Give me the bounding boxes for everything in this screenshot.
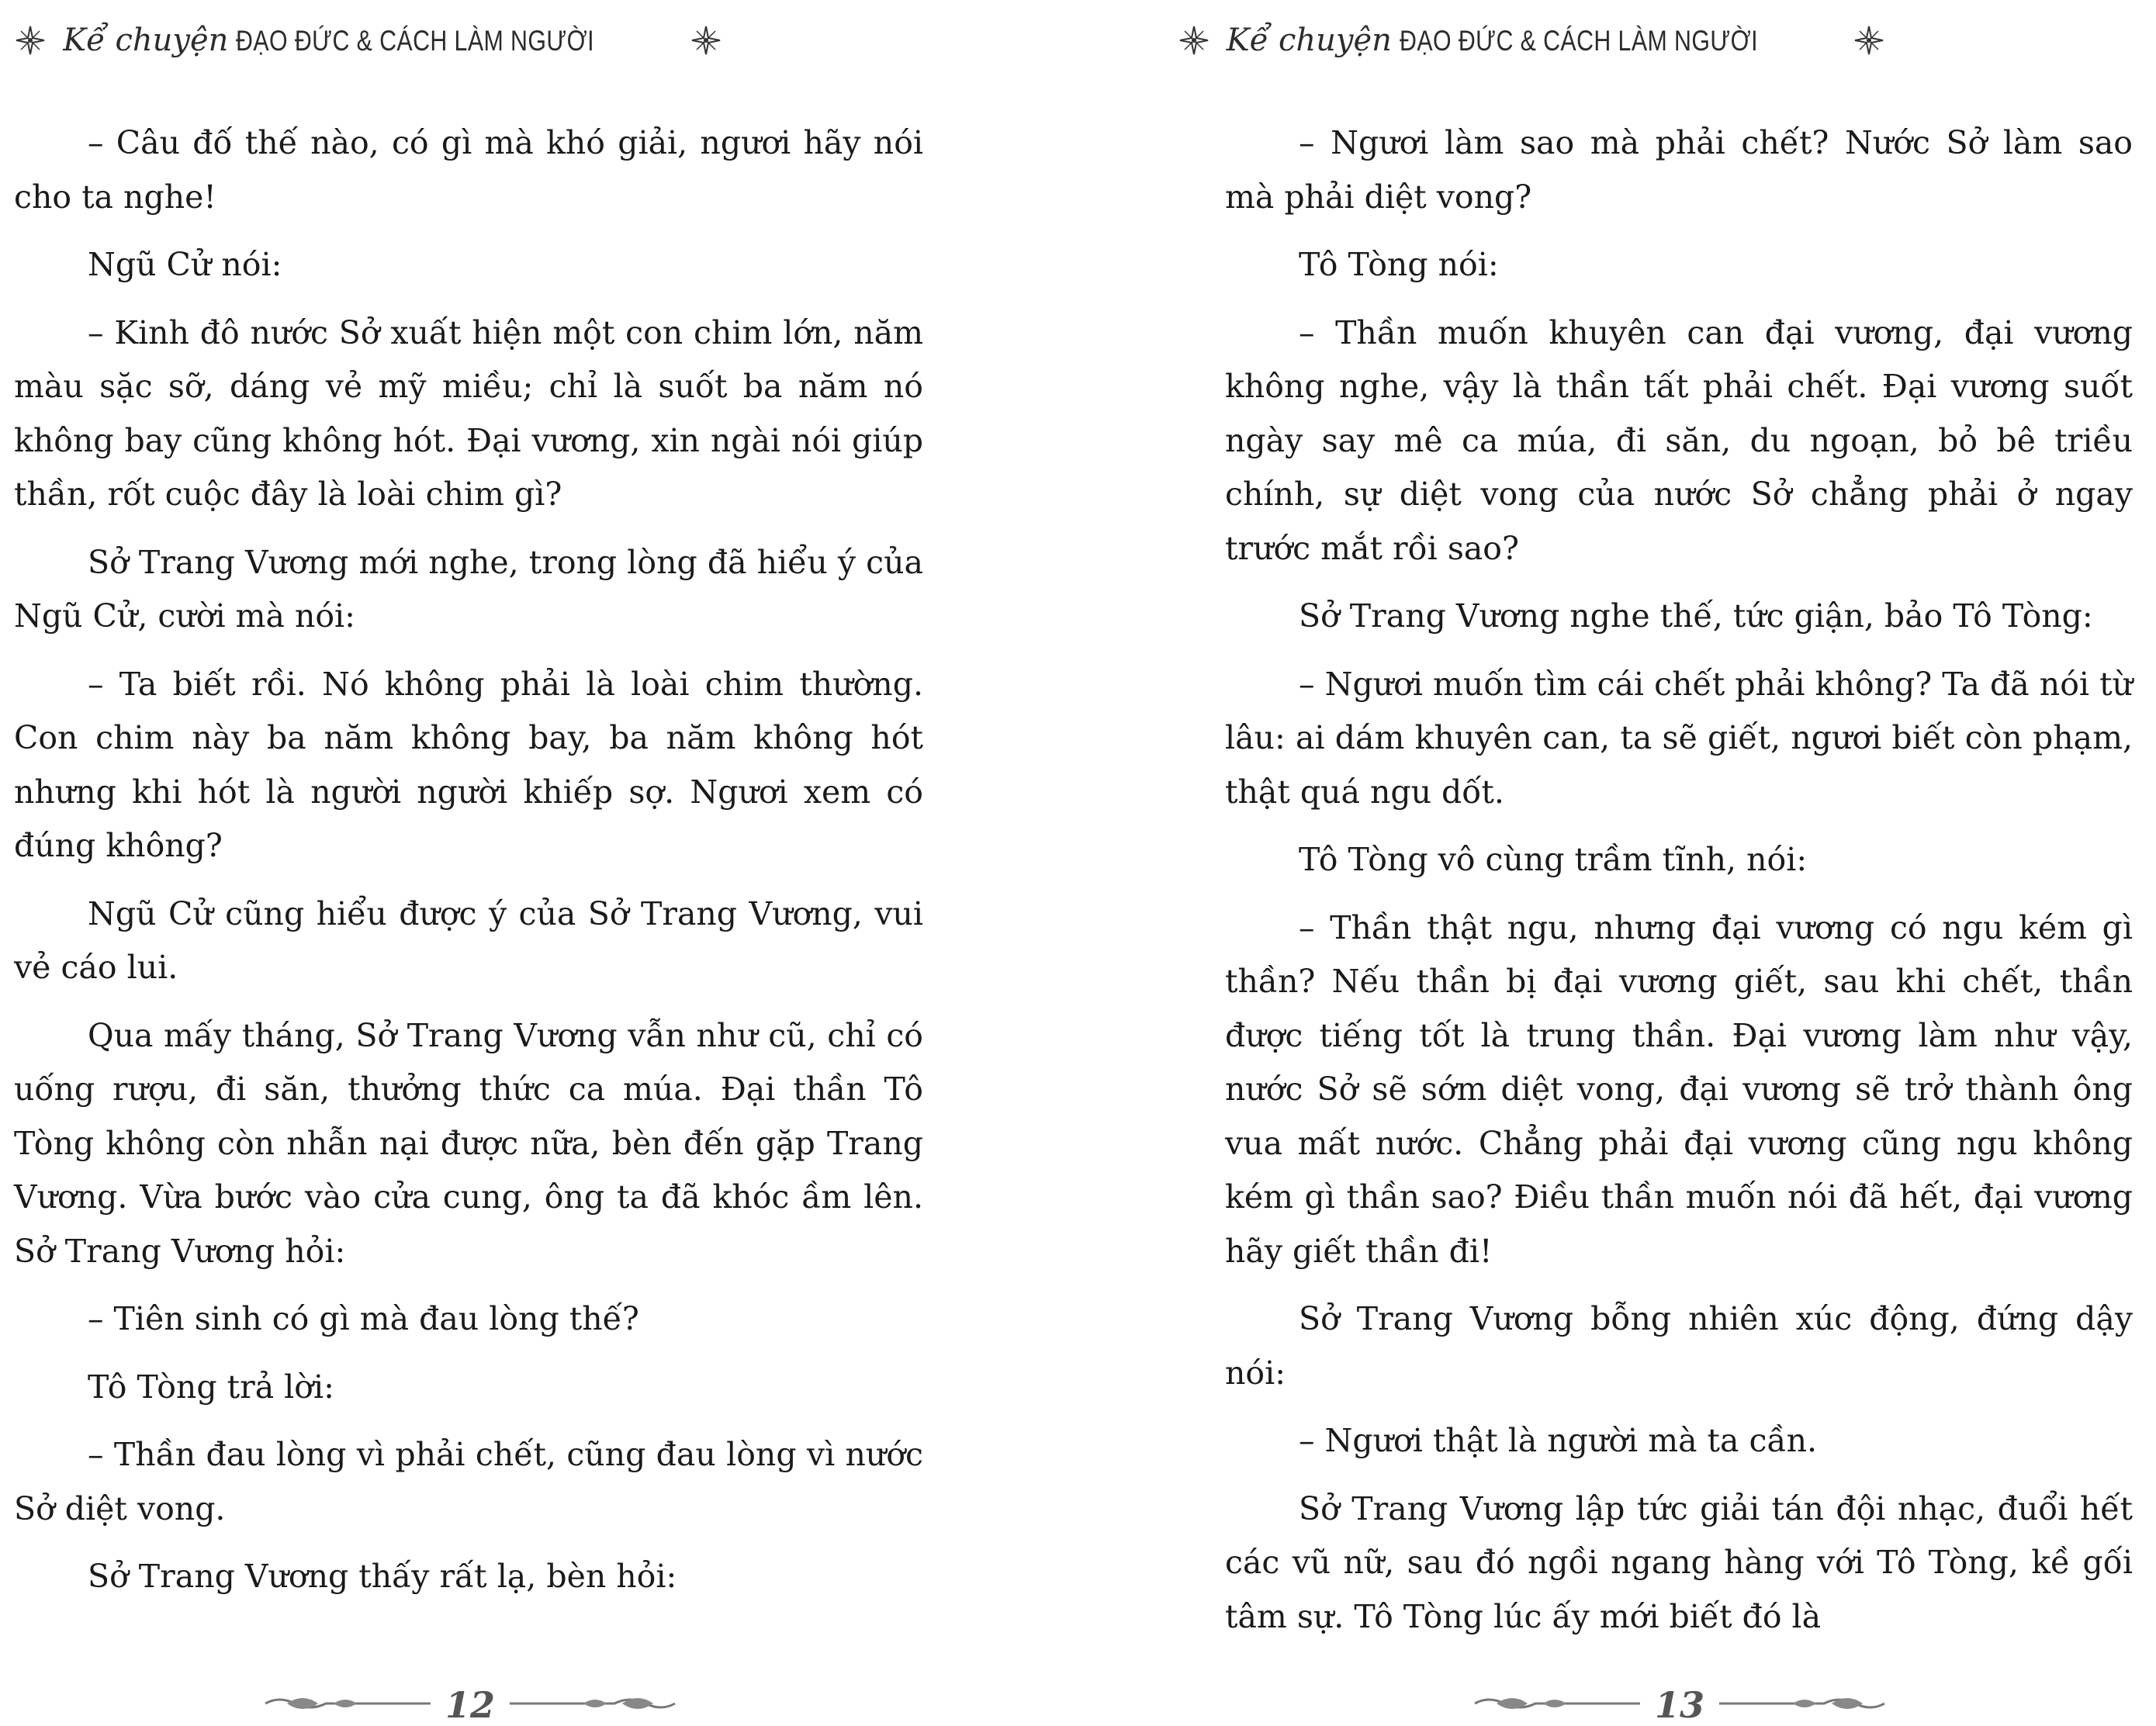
header-script-title: Kể chuyện bbox=[63, 22, 229, 58]
page-number: 12 bbox=[445, 1684, 496, 1726]
paragraph: – Ngươi thật là người mà ta cần. bbox=[1299, 1422, 1818, 1459]
paragraph: Tô Tòng trả lời: bbox=[88, 1368, 334, 1406]
header-caps-title: ĐẠO ĐỨC & CÁCH LÀM NGƯỜI bbox=[1399, 25, 1758, 57]
right-page bbox=[1078, 0, 2156, 1725]
paragraph: Ngũ Cử nói: bbox=[88, 246, 282, 283]
header-caps-title: ĐẠO ĐỨC & CÁCH LÀM NGƯỜI bbox=[236, 25, 595, 57]
paragraph: – Câu đố thế nào, có gì mà khó giải, ngươi hãy nói cho ta nghe! bbox=[14, 124, 923, 216]
star-ornament-icon bbox=[1853, 25, 1884, 56]
page-number: 13 bbox=[1655, 1684, 1705, 1726]
page-footer bbox=[264, 1685, 677, 1725]
paragraph: Ngũ Cử cũng hiểu được ý của Sở Trang Vương, vui vẻ cáo lui. bbox=[14, 894, 923, 986]
paragraph: – Thần muốn khuyên can đại vương, đại vương không nghe, vậy là thần tất phải chết. Đại vương suốt ngày say mê ca múa, đi săn, du ngoạn, bỏ bê triều chính, sự diệt vong của nước Sở chẳng phải ở ngay trước mắt rồi sao? bbox=[1225, 313, 2133, 567]
paragraph: – Tiên sinh có gì mà đau lòng thế? bbox=[88, 1300, 639, 1337]
paragraph: – Ta biết rồi. Nó không phải là loài chim thường. Con chim này ba năm không bay, ba năm không hót nhưng khi hót là người người khiếp sợ. Ngươi xem có đúng không? bbox=[14, 665, 923, 864]
paragraph: – Ngươi muốn tìm cái chết phải không? Ta đã nói từ lâu: ai dám khuyên can, ta sẽ giết, ngươi biết còn phạm, thật quá ngu dốt. bbox=[1225, 665, 2133, 811]
running-header bbox=[992, 17, 2071, 64]
flourish-right-icon bbox=[1715, 1688, 1886, 1722]
flourish-left-icon bbox=[1473, 1688, 1644, 1722]
paragraph: Tô Tòng vô cùng trầm tĩnh, nói: bbox=[1299, 841, 1808, 878]
paragraph: Qua mấy tháng, Sở Trang Vương vẫn như cũ, chỉ có uống rượu, đi săn, thưởng thức ca múa. Đại thần Tô Tòng không còn nhẫn nại được nữa, bèn đến gặp Trang Vương. Vừa bước vào cửa cung, ông ta đã khóc ầm lên. Sở Trang Vương hỏi: bbox=[14, 1016, 923, 1270]
paragraph: Sở Trang Vương lập tức giải tán đội nhạc, đuổi hết các vũ nữ, sau đó ngồi ngang hàng với Tô Tòng, kề gối tâm sự. Tô Tòng lúc ấy mới biết đó là bbox=[1225, 1489, 2133, 1635]
paragraph: Sở Trang Vương mới nghe, trong lòng đã hiểu ý của Ngũ Cử, cười mà nói: bbox=[14, 543, 923, 635]
star-ornament-icon bbox=[1178, 25, 1210, 56]
flourish-left-icon bbox=[264, 1688, 434, 1722]
star-ornament-icon bbox=[690, 25, 722, 56]
page-footer bbox=[1473, 1685, 1886, 1725]
paragraph: – Kinh đô nước Sở xuất hiện một con chim lớn, năm màu sặc sỡ, dáng vẻ mỹ miều; chỉ là suốt ba năm nó không bay cũng không hót. Đại vương, xin ngài nói giúp thần, rốt cuộc đây là loài chim gì? bbox=[14, 313, 923, 513]
header-title bbox=[1227, 22, 1837, 58]
paragraph: Sở Trang Vương thấy rất lạ, bèn hỏi: bbox=[88, 1558, 677, 1595]
left-page bbox=[0, 0, 1078, 1725]
star-ornament-icon bbox=[15, 25, 46, 56]
body-text bbox=[1225, 116, 2133, 1658]
paragraph: – Thần đau lòng vì phải chết, cũng đau lòng vì nước Sở diệt vong. bbox=[14, 1436, 923, 1527]
header-script-title: Kể chuyện bbox=[1226, 22, 1392, 58]
flourish-right-icon bbox=[506, 1688, 677, 1722]
body-text bbox=[14, 116, 923, 1618]
paragraph: Sở Trang Vương bỗng nhiên xúc động, đứng dậy nói: bbox=[1225, 1300, 2133, 1392]
paragraph: Sở Trang Vương nghe thế, tức giận, bảo Tô Tòng: bbox=[1299, 597, 2093, 635]
paragraph: – Thần thật ngu, nhưng đại vương có ngu kém gì thần? Nếu thần bị đại vương giết, sau khi chết, thần được tiếng tốt là trung thần. Đại vương làm như vậy, nước Sở sẽ sớm diệt vong, đại vương sẽ trở thành ông vua mất nước. Chẳng phải đại vương cũng ngu không kém gì thần sao? Điều thần muốn nói đã hết, đại vương hãy giết thần đi! bbox=[1225, 908, 2133, 1270]
paragraph: – Ngươi làm sao mà phải chết? Nước Sở làm sao mà phải diệt vong? bbox=[1225, 124, 2133, 216]
header-title bbox=[63, 22, 673, 58]
running-header bbox=[0, 17, 907, 64]
paragraph: Tô Tòng nói: bbox=[1299, 246, 1499, 283]
